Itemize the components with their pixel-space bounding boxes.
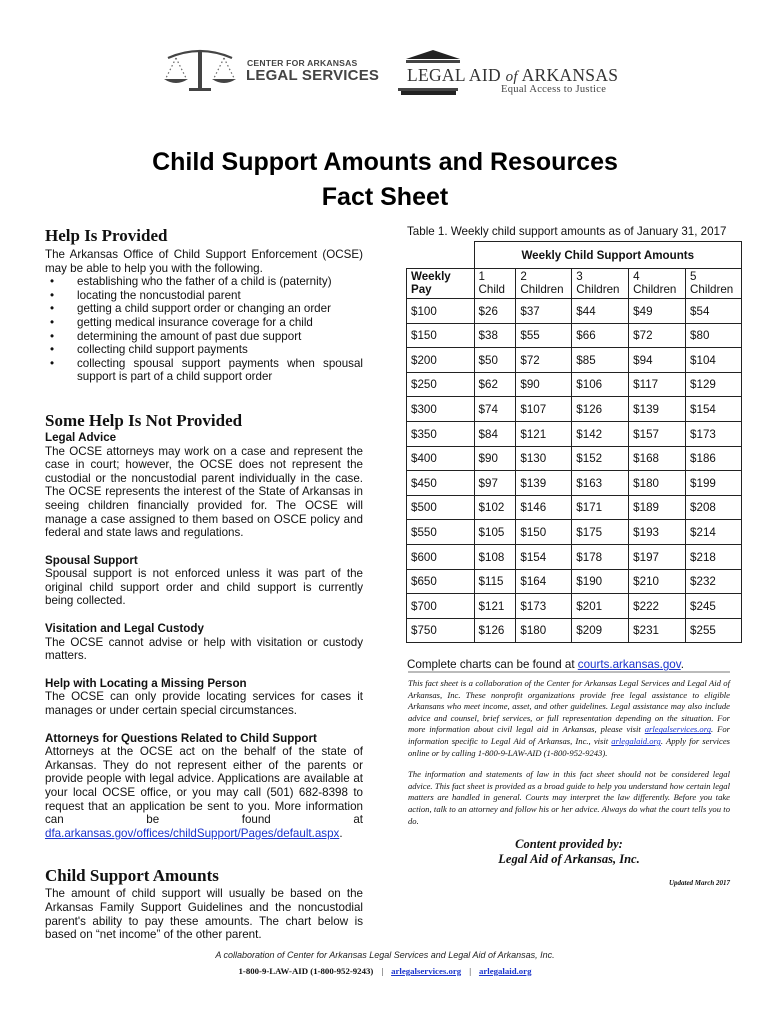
support-amount-cell: $72 <box>516 348 572 373</box>
footer-arlegalservices-link[interactable]: arlegalservices.org <box>391 966 462 976</box>
weekly-pay-cell: $150 <box>407 323 475 348</box>
table-span-header-row <box>407 242 742 269</box>
weekly-pay-cell: $750 <box>407 618 475 643</box>
support-amount-cell: $117 <box>629 372 686 397</box>
table-row <box>407 569 742 594</box>
list-item: • getting a child support order or changing an order <box>45 302 363 316</box>
support-amount-cell: $232 <box>686 569 742 594</box>
support-amount-cell: $80 <box>686 323 742 348</box>
support-amount-cell: $84 <box>474 421 516 446</box>
weekly-pay-cell: $400 <box>407 446 475 471</box>
weekly-pay-cell: $300 <box>407 397 475 422</box>
table-row <box>407 618 742 643</box>
complete-charts-note: Complete charts can be found at courts.arkansas.gov. <box>407 658 684 672</box>
table-row <box>407 372 742 397</box>
support-amount-cell: $190 <box>572 569 629 594</box>
dfa-link[interactable]: dfa.arkansas.gov/offices/childSupport/Pages/default.aspx <box>45 826 340 840</box>
support-amount-cell: $197 <box>629 544 686 569</box>
support-amount-cell: $209 <box>572 618 629 643</box>
table-row <box>407 348 742 373</box>
subheading-attorneys: Attorneys for Questions Related to Child Support <box>45 731 317 745</box>
weekly-pay-cell: $100 <box>407 299 475 324</box>
support-amount-cell: $97 <box>474 471 516 496</box>
support-amount-cell: $154 <box>686 397 742 422</box>
support-amount-cell: $189 <box>629 495 686 520</box>
table-row <box>407 544 742 569</box>
column-header: 4 Children <box>629 269 686 299</box>
support-amount-cell: $85 <box>572 348 629 373</box>
support-amount-cell: $245 <box>686 594 742 619</box>
list-item: • getting medical insurance coverage for a child <box>45 316 363 330</box>
support-amount-cell: $139 <box>516 471 572 496</box>
footer <box>0 950 770 976</box>
subheading-missing-person: Help with Locating a Missing Person <box>45 676 247 690</box>
arlegalaid-link[interactable]: arlegalaid.org <box>611 735 661 746</box>
support-amount-cell: $74 <box>474 397 516 422</box>
support-amount-cell: $54 <box>686 299 742 324</box>
support-amount-cell: $121 <box>516 421 572 446</box>
weekly-pay-cell: $450 <box>407 471 475 496</box>
disclaimer-paragraph-2: The information and statements of law in this fact sheet should not be considered legal advice. This fact sheet is provided as a broad guide to help you understand how certain legal matters are handled in general. Courts may interpret the law differently. Before you take action, talk to an attorney and follow his or her advice. Always do what the court tells you to do. <box>408 769 730 826</box>
table-header-row <box>407 269 742 299</box>
list-item: • collecting child support payments <box>45 343 363 357</box>
disclaimer-paragraph-1: This fact sheet is a collaboration of the Center for Arkansas Legal Services and Legal Aid of Arkansas, Inc. These nonprofit organizations provide free legal assistance to eligible Arkansans who meet income, asset, and other guidelines. Legal assistance may also include advice and counsel, brief services, or full representation depending on the situation. For more information about civil legal aid in Arkansas, please visit arlegalservices.org. For information specific to Legal Aid of Arkansas, Inc., visit arlegalaid.org. Apply for services online or by calling 1-800-9-LAW-AID (1-800-952-9243). <box>408 678 731 758</box>
footer-phone: 1-800-9-LAW-AID (1-800-952-9243) <box>238 966 374 976</box>
disclaimer-box <box>408 671 730 890</box>
table-body <box>407 299 742 643</box>
footer-arlegalaid-link[interactable]: arlegalaid.org <box>478 966 532 976</box>
weekly-pay-cell: $200 <box>407 348 475 373</box>
subheading-legal-advice: Legal Advice <box>45 430 117 444</box>
help-provided-list <box>45 275 363 384</box>
support-amount-cell: $37 <box>516 299 572 324</box>
weekly-pay-cell: $500 <box>407 495 475 520</box>
support-amount-cell: $49 <box>629 299 686 324</box>
weekly-pay-cell: $250 <box>407 372 475 397</box>
support-amount-cell: $173 <box>686 421 742 446</box>
support-amount-cell: $193 <box>629 520 686 545</box>
support-amount-cell: $214 <box>686 520 742 545</box>
child-support-table <box>406 241 742 643</box>
support-amount-cell: $105 <box>474 520 516 545</box>
table-row <box>407 520 742 545</box>
support-amount-cell: $106 <box>572 372 629 397</box>
spousal-support-text: Spousal support is not enforced unless it was part of the original child support order and child support is currently being collected. <box>45 567 363 608</box>
attorneys-text: Attorneys at the OCSE act on the behalf of the state of Arkansas. They do not represent either of the parents or provide people with legal advice. Applications are available at your local OCSE office, or you may call (501) 682-8398 to request that an application be sent to you. More information can be found at dfa.arkansas.gov/offices/childSupport/Pages/default.aspx. <box>45 745 363 840</box>
weekly-pay-cell: $550 <box>407 520 475 545</box>
table-span-header: Weekly Child Support Amounts <box>474 242 741 269</box>
list-item: • determining the amount of past due support <box>45 330 363 344</box>
support-amount-cell: $210 <box>629 569 686 594</box>
support-amount-cell: $102 <box>474 495 516 520</box>
table-caption: Table 1. Weekly child support amounts as of January 31, 2017 <box>407 225 727 238</box>
support-amount-cell: $199 <box>686 471 742 496</box>
weekly-pay-cell: $650 <box>407 569 475 594</box>
list-item: • establishing who the father of a child is (paternity) <box>45 275 363 289</box>
footer-collaboration: A collaboration of Center for Arkansas Legal Services and Legal Aid of Arkansas, Inc. <box>215 950 555 960</box>
support-amount-cell: $126 <box>572 397 629 422</box>
support-amount-cell: $171 <box>572 495 629 520</box>
support-amount-cell: $38 <box>474 323 516 348</box>
laa-logo <box>394 44 624 104</box>
support-amount-cell: $50 <box>474 348 516 373</box>
support-amount-cell: $130 <box>516 446 572 471</box>
column-header: 2 Children <box>516 269 572 299</box>
support-amount-cell: $121 <box>474 594 516 619</box>
weekly-pay-cell: $600 <box>407 544 475 569</box>
support-amount-cell: $108 <box>474 544 516 569</box>
support-amount-cell: $178 <box>572 544 629 569</box>
scales-of-justice-icon <box>162 46 238 96</box>
list-item: • collecting spousal support payments when spousal support is part of a child support order <box>45 357 363 384</box>
cals-logo <box>160 44 380 94</box>
support-amount-cell: $218 <box>686 544 742 569</box>
support-amount-cell: $173 <box>516 594 572 619</box>
laa-logo-name: LEGAL AID of ARKANSAS <box>407 65 619 85</box>
support-amount-cell: $90 <box>516 372 572 397</box>
support-amount-cell: $180 <box>629 471 686 496</box>
support-amount-cell: $107 <box>516 397 572 422</box>
column-header: Weekly Pay <box>407 269 475 299</box>
column-header: 1 Child <box>474 269 516 299</box>
list-item: • locating the noncustodial parent <box>45 289 363 303</box>
support-amount-cell: $222 <box>629 594 686 619</box>
support-amount-cell: $152 <box>572 446 629 471</box>
support-amount-cell: $231 <box>629 618 686 643</box>
header-logos <box>160 44 620 104</box>
support-amount-cell: $164 <box>516 569 572 594</box>
support-amount-cell: $142 <box>572 421 629 446</box>
support-amount-cell: $139 <box>629 397 686 422</box>
footer-contact: 1-800-9-LAW-AID (1-800-952-9243) | arlegalservices.org | arlegalaid.org <box>238 966 532 976</box>
table-row <box>407 446 742 471</box>
subheading-visitation: Visitation and Legal Custody <box>45 622 204 636</box>
subheading-spousal-support: Spousal Support <box>45 553 138 567</box>
support-amount-cell: $154 <box>516 544 572 569</box>
amounts-text: The amount of child support will usually be based on the Arkansas Family Support Guidelines and the noncustodial parent's ability to pay these amounts. The chart below is based on “net income” of the other parent. <box>45 887 363 942</box>
table-row <box>407 397 742 422</box>
support-amount-cell: $115 <box>474 569 516 594</box>
support-amount-cell: $175 <box>572 520 629 545</box>
right-column <box>406 225 744 671</box>
support-amount-cell: $186 <box>686 446 742 471</box>
table-row <box>407 299 742 324</box>
laa-logo-tagline: Equal Access to Justice <box>501 84 607 95</box>
page-title: Child Support Amounts and Resources Fact Sheet <box>152 148 618 211</box>
table-row <box>407 594 742 619</box>
support-amount-cell: $129 <box>686 372 742 397</box>
updated-date: Updated March 2017 <box>668 879 730 888</box>
section-heading-amounts: Child Support Amounts <box>45 866 219 886</box>
support-amount-cell: $90 <box>474 446 516 471</box>
table-row <box>407 421 742 446</box>
cals-logo-line2: LEGAL SERVICES <box>246 67 380 84</box>
support-amount-cell: $168 <box>629 446 686 471</box>
content-provided-by: Content provided by: Legal Aid of Arkansas, Inc. <box>498 837 640 866</box>
table-row <box>407 495 742 520</box>
column-header: 5 Children <box>686 269 742 299</box>
cals-logo-line1: CENTER FOR ARKANSAS <box>247 58 358 68</box>
support-amount-cell: $126 <box>474 618 516 643</box>
support-amount-cell: $150 <box>516 520 572 545</box>
weekly-pay-cell: $700 <box>407 594 475 619</box>
support-amount-cell: $72 <box>629 323 686 348</box>
table-row <box>407 323 742 348</box>
support-amount-cell: $255 <box>686 618 742 643</box>
support-amount-cell: $62 <box>474 372 516 397</box>
visitation-text: The OCSE cannot advise or help with visitation or custody matters. <box>45 635 363 663</box>
weekly-pay-cell: $350 <box>407 421 475 446</box>
section-heading-help-provided: Help Is Provided <box>45 226 168 245</box>
arlegalservices-link[interactable]: arlegalservices.org <box>644 724 712 735</box>
support-amount-cell: $94 <box>629 348 686 373</box>
support-amount-cell: $157 <box>629 421 686 446</box>
support-amount-cell: $104 <box>686 348 742 373</box>
support-amount-cell: $163 <box>572 471 629 496</box>
support-amount-cell: $146 <box>516 495 572 520</box>
support-amount-cell: $208 <box>686 495 742 520</box>
support-amount-cell: $66 <box>572 323 629 348</box>
support-amount-cell: $55 <box>516 323 572 348</box>
missing-person-text: The OCSE can only provide locating services for cases it manages or under certain special circumstances. <box>45 690 363 718</box>
table-row <box>407 471 742 496</box>
support-amount-cell: $180 <box>516 618 572 643</box>
support-amount-cell: $26 <box>474 299 516 324</box>
section-heading-not-provided: Some Help Is Not Provided <box>45 410 243 430</box>
column-header: 3 Children <box>572 269 629 299</box>
support-amount-cell: $44 <box>572 299 629 324</box>
legal-advice-text: The OCSE attorneys may work on a case and represent the case in court; however, the OCSE does not represent the custodial or the noncustodial parent individually in the case. The OCSE represents the interest of the State of Arkansas in seeing children financially provided for. The OCSE will manage a case assigned to them based on OSCE policy and federal and state laws and regulations. <box>45 444 363 540</box>
courts-link[interactable]: courts.arkansas.gov <box>577 658 681 672</box>
help-provided-intro: The Arkansas Office of Child Support Enforcement (OCSE) may be able to help you with the following. <box>45 248 363 275</box>
support-amount-cell: $201 <box>572 594 629 619</box>
left-column <box>45 226 363 942</box>
